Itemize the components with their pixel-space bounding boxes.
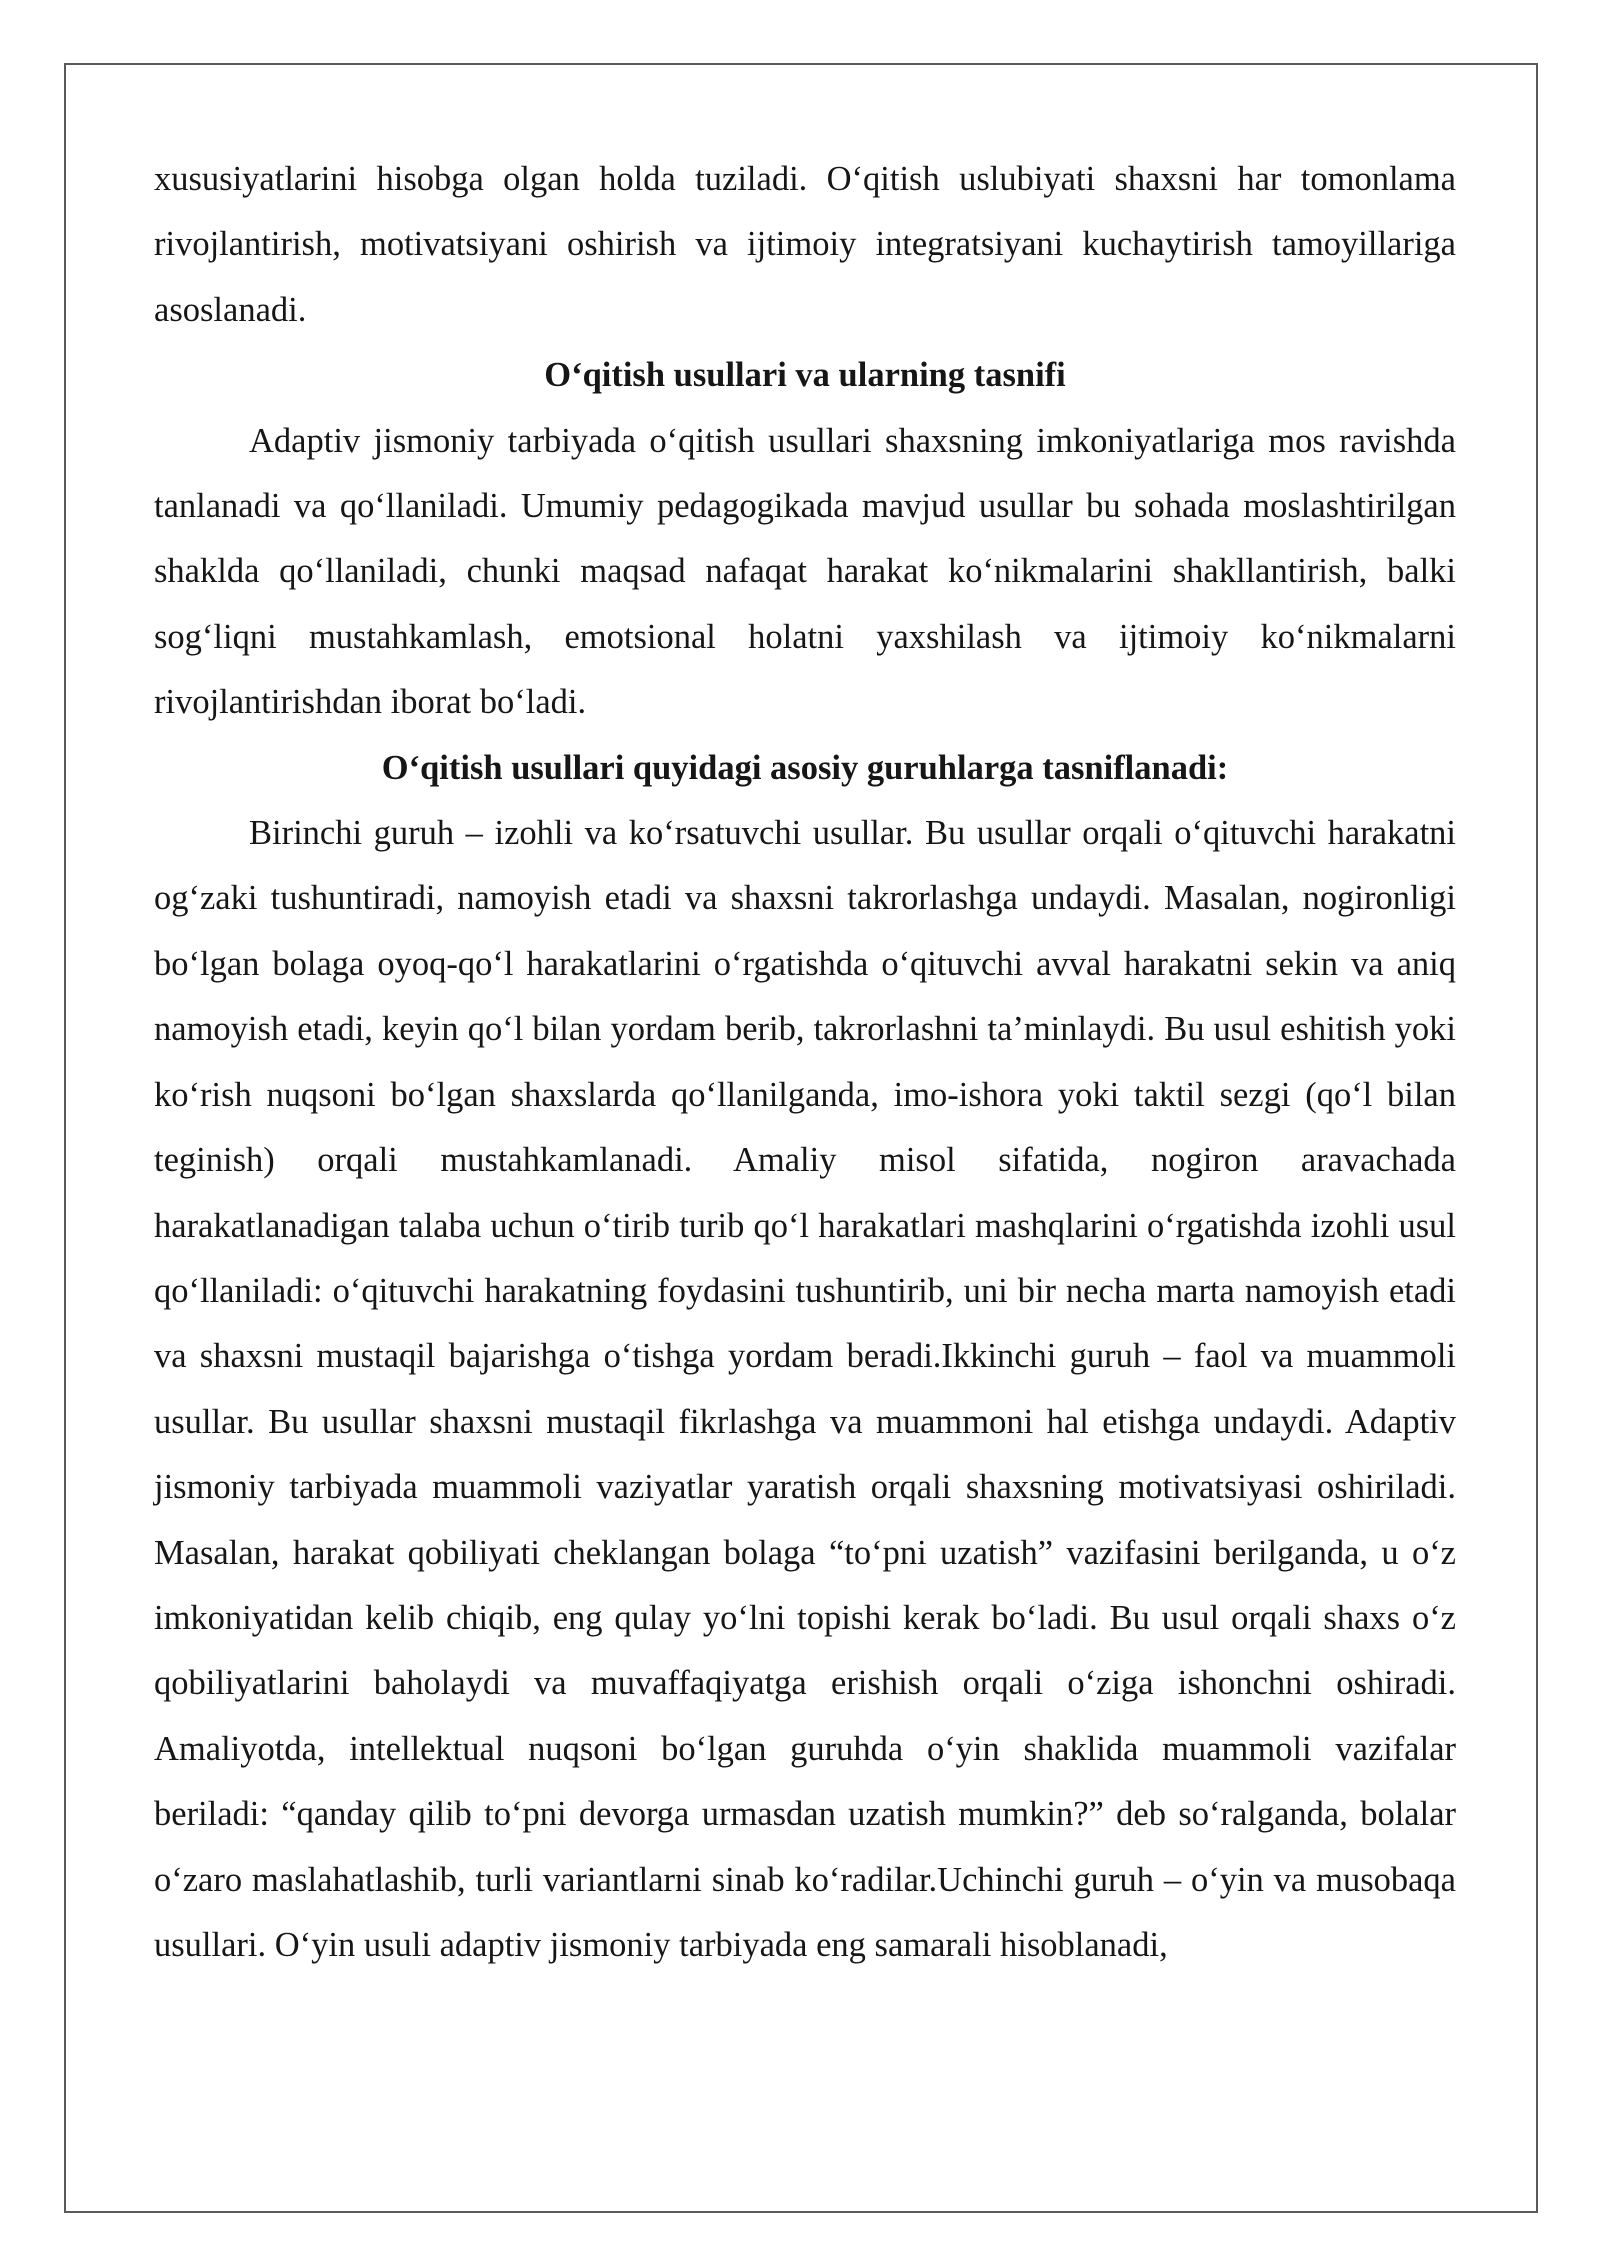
section-heading: O‘qitish usullari va ularning tasnifi [544, 356, 1066, 395]
paragraph: xususiyatlarini hisobga olgan holda tuziladi. O‘qitish uslubiyati shaxsni har tomonlama rivojlantirish, motivatsiyani oshirish va ijtimoiy integratsiyani kuchaytirish tamoyillariga asoslanadi. [154, 160, 1456, 329]
paragraph: Birinchi guruh – izohli va ko‘rsatuvchi usullar. Bu usullar orqali o‘qituvchi harakatni og‘zaki tushuntiradi, namoyish etadi va shaxsni takrorlashga undaydi. Masalan, nogironligi bo‘lgan bolaga oyoq-qo‘l harakatlarini o‘rgatishda o‘qituvchi avval harakatni sekin va aniq namoyish etadi, keyin qo‘l bilan yordam berib, takrorlashni ta’minlaydi. Bu usul eshitish yoki ko‘rish nuqsoni bo‘lgan shaxslarda qo‘llanilganda, imo-ishora yoki taktil sezgi (qo‘l bilan teginish) orqali mustahkamlanadi. Amaliy misol sifatida, nogiron aravachada harakatlanadigan talaba uchun o‘tirib turib qo‘l harakatlari mashqlarini o‘rgatishda izohli usul qo‘llaniladi: o‘qituvchi harakatning foydasini tushuntirib, uni bir necha marta namoyish etadi va shaxsni mustaqil bajarishga o‘tishga yordam beradi.Ikkinchi guruh – faol va muammoli usullar. Bu usullar shaxsni mustaqil fikrlashga va muammoni hal etishga undaydi. Adaptiv jismoniy tarbiyada muammoli vaziyatlar yaratish orqali shaxsning motivatsiyasi oshiriladi. Masalan, harakat qobiliyati cheklangan bolaga “to‘pni uzatish” vazifasini berilganda, u o‘z imkoniyatidan kelib chiqib, eng qulay yo‘lni topishi kerak bo‘ladi. Bu usul orqali shaxs o‘z qobiliyatlarini baholaydi va muvaffaqiyatga erishish orqali o‘ziga ishonchni oshiradi. Amaliyotda, intellektual nuqsoni bo‘lgan guruhda o‘yin shaklida muammoli vazifalar beriladi: “qanday qilib to‘pni devorga urmasdan uzatish mumkin?” deb so‘ralganda, bolalar o‘zaro maslahatlashib, turli variantlarni sinab ko‘radilar.Uchinchi guruh – o‘yin va musobaqa usullari. O‘yin usuli adaptiv jismoniy tarbiyada eng samarali hisoblanadi, [154, 814, 1456, 1964]
document-body [154, 147, 1456, 1978]
paragraph: Adaptiv jismoniy tarbiyada o‘qitish usullari shaxsning imkoniyatlariga mos ravishda tanlanadi va qo‘llaniladi. Umumiy pedagogikada mavjud usullar bu sohada moslashtirilgan shaklda qo‘llaniladi, chunki maqsad nafaqat harakat ko‘nikmalarini shakllantirish, balki sog‘liqni mustahkamlash, emotsional holatni yaxshilash va ijtimoiy ko‘nikmalarni rivojlantirishdan iborat bo‘ladi. [154, 421, 1456, 722]
section-heading: O‘qitish usullari quyidagi asosiy guruhlarga tasniflanadi: [381, 748, 1229, 787]
